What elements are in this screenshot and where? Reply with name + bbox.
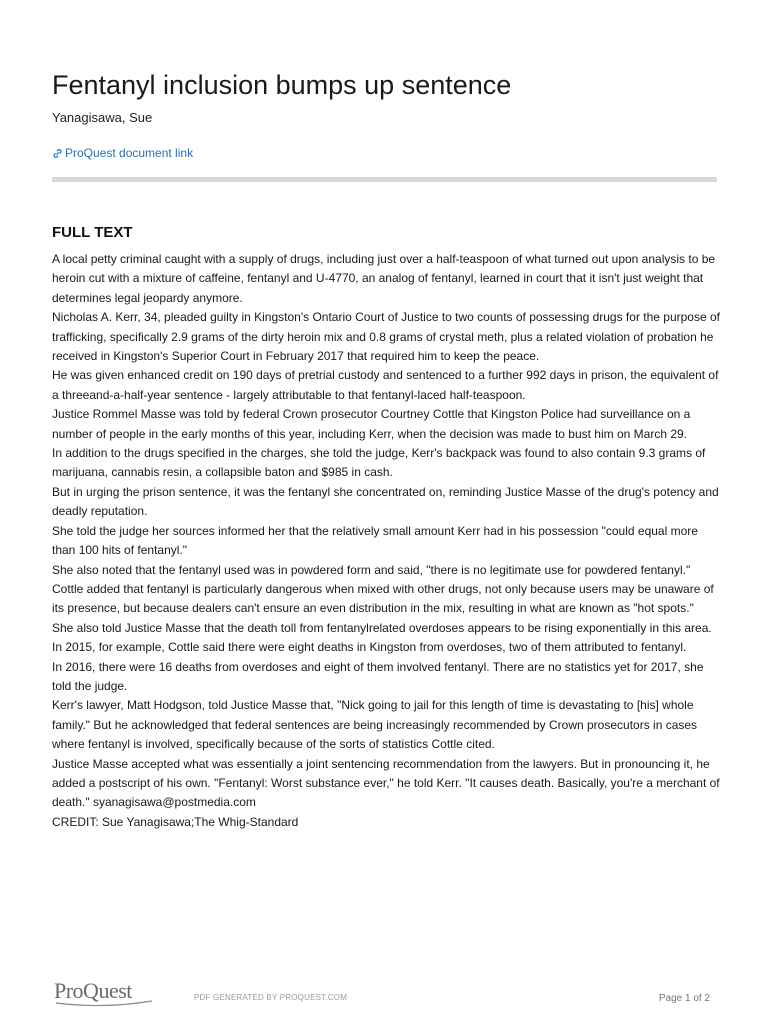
article-title: Fentanyl inclusion bumps up sentence: [52, 70, 512, 100]
header-divider: [52, 177, 717, 182]
article-author: Yanagisawa, Sue: [52, 110, 153, 125]
paragraph: She told the judge her sources informed her that the relatively small amount Kerr had in his possession "could equal more than 100 hits of fentanyl.": [52, 523, 698, 558]
paragraph: She also told Justice Masse that the death toll from fentanylrelated overdoses appears to be rising exponentially in this area.: [52, 620, 712, 635]
credit-line: CREDIT: Sue Yanagisawa;The Whig-Standard: [52, 814, 299, 829]
paragraph: Justice Masse accepted what was essentially a joint sentencing recommendation from the lawyers. But in pronouncing it, he added a postscript of his own. "Fentanyl: Worst substance ever," he told Kerr. "It causes death. Basically, you're a merchant of death." syanagisawa@postmedia.com: [52, 756, 720, 810]
paragraph: Cottle added that fentanyl is particularly dangerous when mixed with other drugs, not only because users may be unaware of its presence, but because dealers can't ensure an even distribution in the mix, resulting in what are known as "hot spots.": [52, 581, 714, 616]
paragraph: Nicholas A. Kerr, 34, pleaded guilty in Kingston's Ontario Court of Justice to two counts of possessing drugs for the purpose of trafficking, specifically 2.9 grams of the dirty heroin mix and 0.8 grams of crystal meth, plus a related violation of probation he received in Kingston's Superior Court in February 2017 that required him to keep the peace.: [52, 310, 720, 364]
page-number: Page 1 of 2: [658, 993, 710, 1004]
logo-swoosh-icon: [54, 998, 154, 1008]
paragraph: In 2016, there were 16 deaths from overdoses and eight of them involved fentanyl. There are no statistics yet for 2017, she told the judge.: [52, 659, 704, 693]
proquest-document-link[interactable]: [52, 146, 193, 160]
logo-text: ProQuest: [54, 978, 132, 1003]
doc-link-label: ProQuest document link: [65, 146, 194, 160]
paragraph: He was given enhanced credit on 190 days of pretrial custody and sentenced to a further 992 days in prison, the equivalent of a threeand-a-half-year sentence - largely attributable to that fentanyl-laced half-teaspoon.: [52, 368, 719, 402]
full-text-heading: FULL TEXT: [52, 224, 133, 241]
paragraph: Justice Rommel Masse was told by federal Crown prosecutor Courtney Cottle that Kingston Police had surveillance on a number of people in the early months of this year, including Kerr, when the decision was made to bust him on March 29.: [52, 407, 691, 441]
paragraph: She also noted that the fentanyl used was in powdered form and said, "there is no legitimate use for powdered fentanyl.": [52, 562, 691, 577]
link-icon: [52, 148, 63, 159]
paragraph: Kerr's lawyer, Matt Hodgson, told Justice Masse that, "Nick going to jail for this length of time is devastating to [his] whole family." But he acknowledged that federal sentences are being increasingly recommended by Crown prosecutors in cases where fentanyl is involved, specifically because of the sorts of statistics Cottle cited.: [52, 698, 698, 752]
paragraph: In 2015, for example, Cottle said there were eight deaths in Kingston from overdoses, two of them attributed to fentanyl.: [52, 640, 687, 655]
generated-by-label: PDF GENERATED BY PROQUEST.COM: [194, 993, 348, 1002]
paragraph: A local petty criminal caught with a supply of drugs, including just over a half-teaspoon of what turned out upon analysis to be heroin cut with a mixture of caffeine, fentanyl and U-4770, an analog of fentanyl, learned in court that it isn't just weight that determines legal jeopardy anymore.: [52, 252, 716, 305]
paragraph: But in urging the prison sentence, it was the fentanyl she concentrated on, reminding Justice Masse of the drug's potency and deadly reputation.: [52, 484, 719, 519]
proquest-logo: [54, 978, 158, 1008]
paragraph: In addition to the drugs specified in the charges, she told the judge, Kerr's backpack was found to also contain 9.3 grams of marijuana, cannabis resin, a collapsible baton and $985 in cash.: [52, 446, 706, 480]
article-body: [52, 250, 720, 832]
